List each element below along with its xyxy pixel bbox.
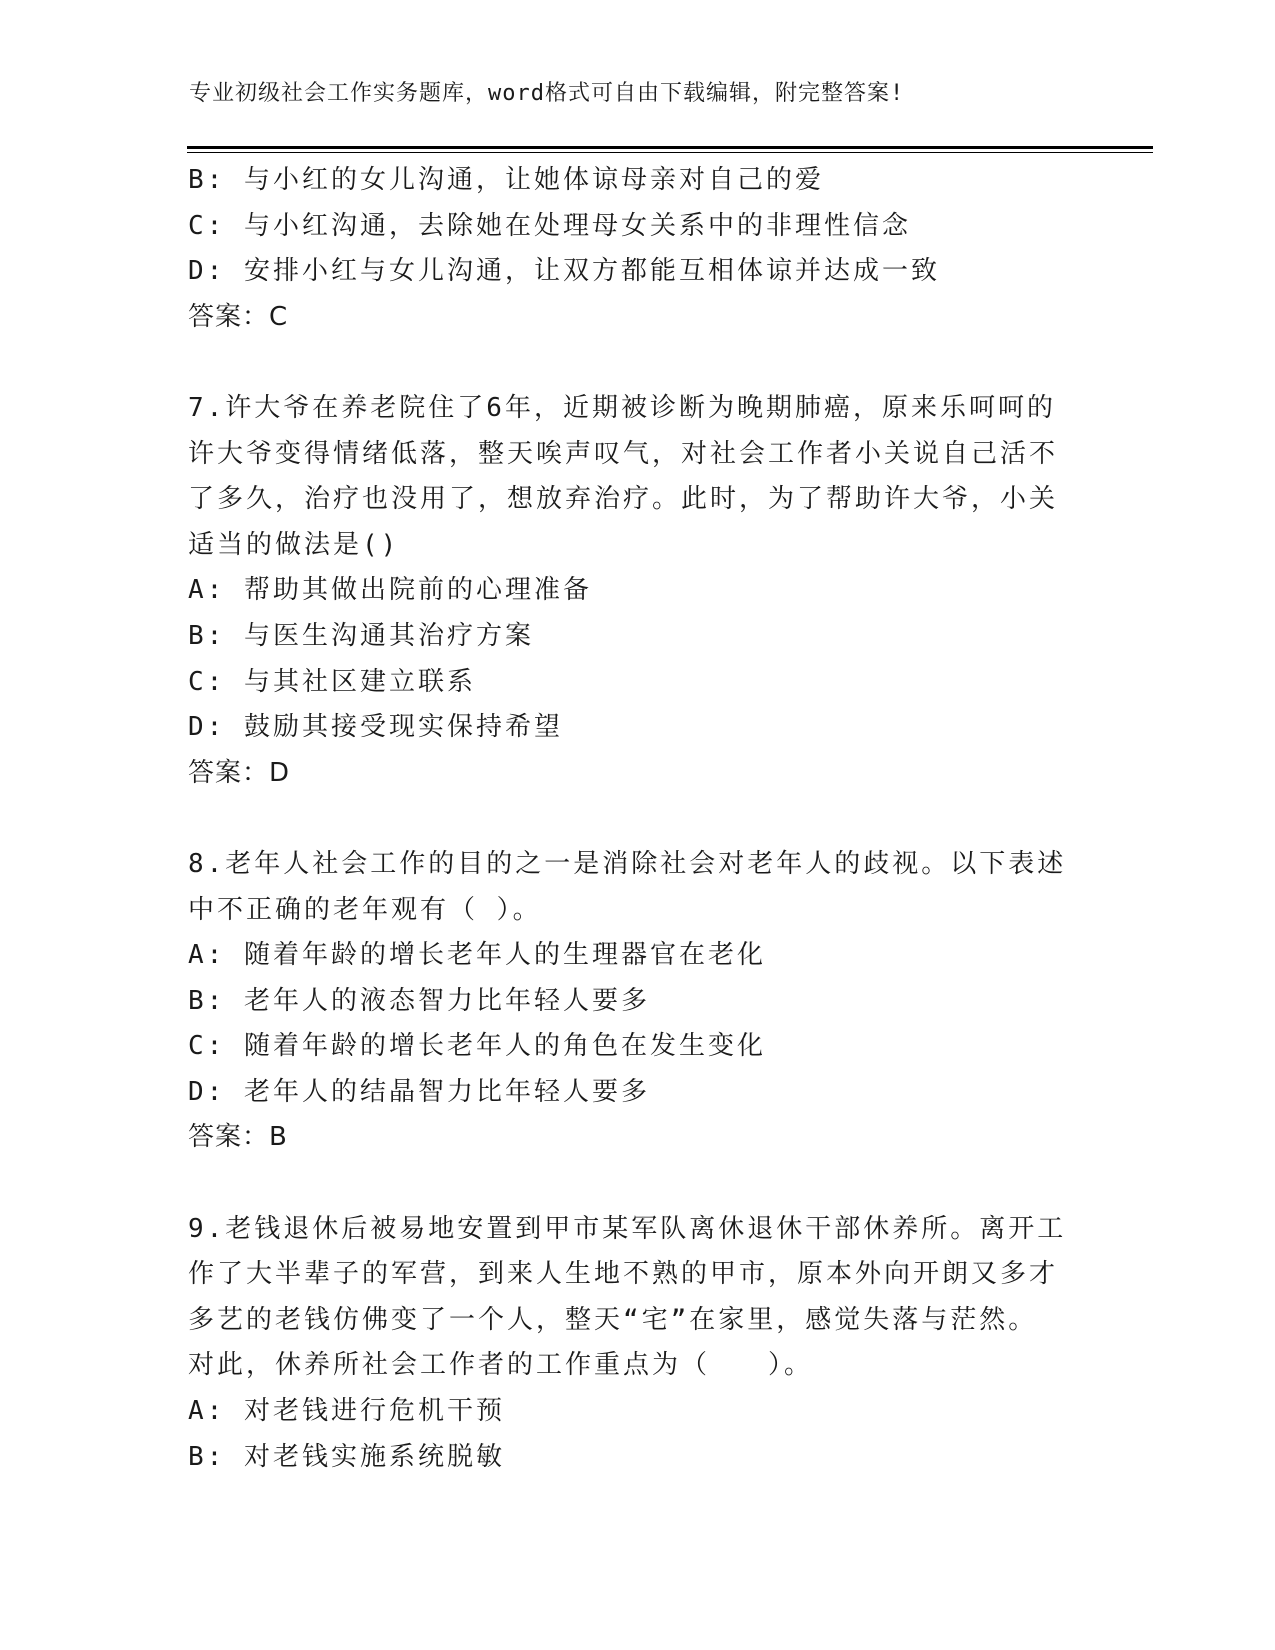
- option-line: B: 对老钱实施系统脱敏: [188, 1441, 505, 1472]
- option-line: C: 与小红沟通，去除她在处理母女关系中的非理性信念: [188, 210, 911, 241]
- option-line: B: 老年人的液态智力比年轻人要多: [188, 985, 650, 1016]
- option-line: A: 随着年龄的增长老年人的生理器官在老化: [188, 940, 766, 971]
- option-line: D: 鼓励其接受现实保持希望: [188, 712, 563, 743]
- option-line: C: 随着年龄的增长老年人的角色在发生变化: [188, 1031, 766, 1062]
- question-7: [188, 386, 1068, 796]
- question-6-continuation: [188, 158, 1068, 340]
- question-stem-line: 了多久，治疗也没用了，想放弃治疗。此时，为了帮助许大爷，小关: [188, 484, 1059, 515]
- spacer: [188, 796, 1068, 842]
- option-line: A: 对老钱进行危机干预: [188, 1396, 505, 1427]
- question-stem-line: 对此，休养所社会工作者的工作重点为（ ）。: [188, 1350, 814, 1381]
- question-stem-line: 中不正确的老年观有（ ）。: [188, 894, 542, 925]
- question-stem-line: 许大爷变得情绪低落，整天唉声叹气，对社会工作者小关说自己活不: [188, 438, 1059, 469]
- question-stem-line: 适当的做法是(): [188, 529, 400, 560]
- option-line: B: 与小红的女儿沟通，让她体谅母亲对自己的爱: [188, 165, 824, 195]
- question-stem-line: 8.老年人社会工作的目的之一是消除社会对老年人的歧视。以下表述: [188, 848, 1067, 879]
- option-line: D: 老年人的结晶智力比年轻人要多: [188, 1076, 650, 1107]
- header-rule-thick: [187, 146, 1153, 149]
- answer-line: 答案：D: [188, 757, 291, 788]
- question-8: [188, 842, 1068, 1161]
- question-content: [188, 158, 1068, 1480]
- question-9: [188, 1207, 1068, 1481]
- option-line: B: 与医生沟通其治疗方案: [188, 620, 534, 651]
- spacer: [188, 340, 1068, 386]
- option-line: A: 帮助其做出院前的心理准备: [188, 575, 592, 606]
- question-stem-line: 7.许大爷在养老院住了6年，近期被诊断为晚期肺癌，原来乐呵呵的: [188, 392, 1056, 423]
- answer-line: 答案：C: [188, 301, 289, 332]
- answer-line: 答案：B: [188, 1122, 288, 1153]
- page-header: 专业初级社会工作实务题库，word格式可自由下载编辑，附完整答案!: [189, 81, 905, 106]
- question-stem-line: 多艺的老钱仿佛变了一个人，整天“宅”在家里，感觉失落与茫然。: [188, 1304, 1038, 1335]
- spacer: [188, 1161, 1068, 1207]
- option-line: D: 安排小红与女儿沟通，让双方都能互相体谅并达成一致: [188, 256, 940, 287]
- question-stem-line: 作了大半辈子的军营，到来人生地不熟的甲市，原本外向开朗又多才: [188, 1259, 1059, 1290]
- header-rule-thin: [187, 152, 1153, 153]
- option-line: C: 与其社区建立联系: [188, 666, 476, 697]
- question-stem-line: 9.老钱退休后被易地安置到甲市某军队离休退休干部休养所。离开工: [188, 1213, 1067, 1244]
